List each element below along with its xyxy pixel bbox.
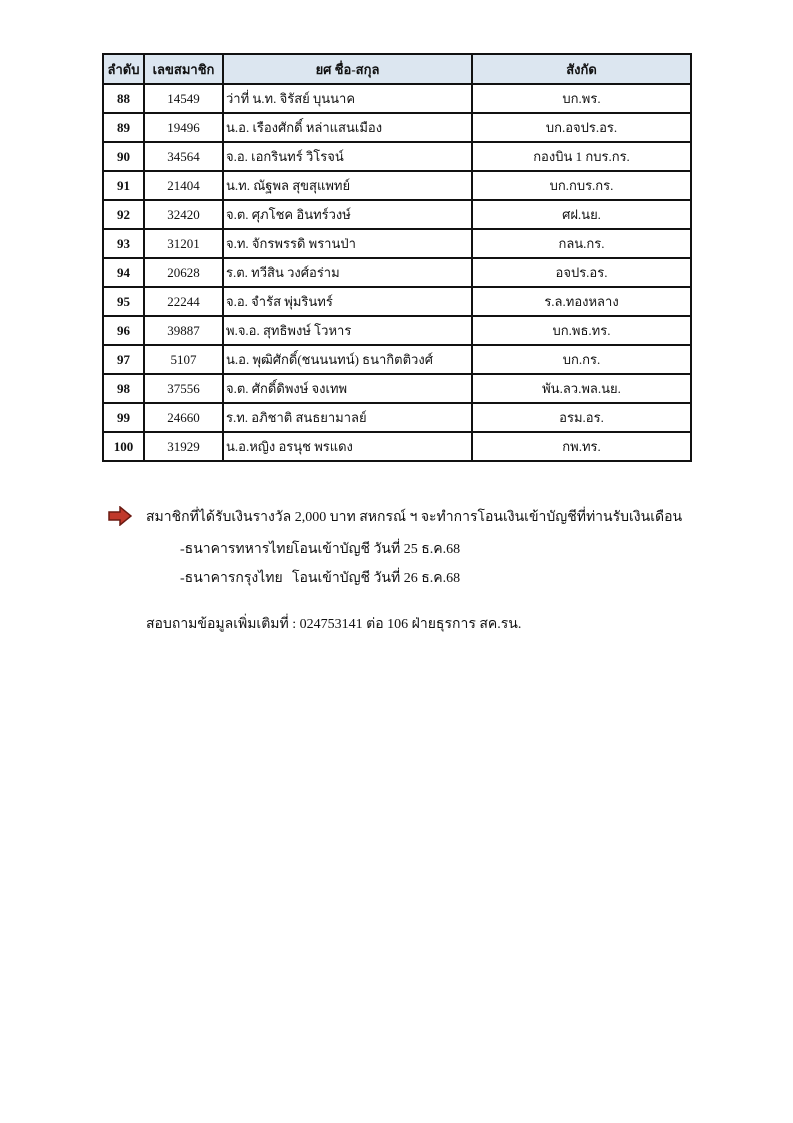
- table-row: [103, 374, 691, 403]
- table-row: [103, 345, 691, 374]
- cell-no: 94: [103, 258, 144, 287]
- cell-rank-name: จ.ต. ศักดิ์ดิพงษ์ จงเทพ: [223, 374, 472, 403]
- cell-no: 96: [103, 316, 144, 345]
- cell-member-id: 5107: [144, 345, 223, 374]
- cell-member-id: 22244: [144, 287, 223, 316]
- cell-member-id: 39887: [144, 316, 223, 345]
- table-row: [103, 171, 691, 200]
- header-rank-name: ยศ ชื่อ-สกุล: [223, 54, 472, 84]
- cell-unit: กองบิน 1 กบร.กร.: [472, 142, 691, 171]
- bank-line: [180, 567, 460, 589]
- table-row: [103, 403, 691, 432]
- cell-unit: ร.ล.ทองหลาง: [472, 287, 691, 316]
- table-row: [103, 316, 691, 345]
- cell-member-id: 31929: [144, 432, 223, 461]
- header-member-id: เลขสมาชิก: [144, 54, 223, 84]
- table-row: [103, 113, 691, 142]
- cell-unit: อรม.อร.: [472, 403, 691, 432]
- table-row: [103, 84, 691, 113]
- bank-name: -ธนาคารกรุงไทย: [180, 571, 283, 586]
- cell-member-id: 37556: [144, 374, 223, 403]
- bank-line: [180, 538, 460, 560]
- table-row: [103, 432, 691, 461]
- cell-unit: พัน.ลว.พล.นย.: [472, 374, 691, 403]
- cell-no: 98: [103, 374, 144, 403]
- cell-unit: บก.กร.: [472, 345, 691, 374]
- cell-unit: กลน.กร.: [472, 229, 691, 258]
- table-row: [103, 258, 691, 287]
- cell-no: 90: [103, 142, 144, 171]
- cell-unit: บก.อจปร.อร.: [472, 113, 691, 142]
- cell-unit: บก.กบร.กร.: [472, 171, 691, 200]
- cell-member-id: 14549: [144, 84, 223, 113]
- cell-unit: บก.พธ.ทร.: [472, 316, 691, 345]
- cell-rank-name: น.ท. ณัฐพล สุขสุแพทย์: [223, 171, 472, 200]
- cell-member-id: 32420: [144, 200, 223, 229]
- cell-unit: บก.พร.: [472, 84, 691, 113]
- cell-rank-name: พ.จ.อ. สุทธิพงษ์ โวหาร: [223, 316, 472, 345]
- header-no: ลำดับ: [103, 54, 144, 84]
- cell-no: 97: [103, 345, 144, 374]
- cell-rank-name: ร.ต. ทวีสิน วงศ์อร่าม: [223, 258, 472, 287]
- cell-unit: กพ.ทร.: [472, 432, 691, 461]
- cell-rank-name: จ.อ. จำรัส พุ่มรินทร์: [223, 287, 472, 316]
- cell-member-id: 34564: [144, 142, 223, 171]
- table-row: [103, 142, 691, 171]
- cell-unit: ศฝ.นย.: [472, 200, 691, 229]
- table-row: [103, 200, 691, 229]
- cell-member-id: 21404: [144, 171, 223, 200]
- cell-rank-name: จ.ท. จักรพรรดิ พรานป่า: [223, 229, 472, 258]
- cell-member-id: 19496: [144, 113, 223, 142]
- cell-rank-name: น.อ.หญิง อรนุช พรแดง: [223, 432, 472, 461]
- bank-name: -ธนาคารทหารไทย: [180, 542, 294, 557]
- cell-rank-name: จ.อ. เอกรินทร์ วิโรจน์: [223, 142, 472, 171]
- cell-no: 93: [103, 229, 144, 258]
- bank-transfer-detail: โอนเข้าบัญชี วันที่ 26 ธ.ค.68: [292, 571, 461, 586]
- bank-transfer-detail: โอนเข้าบัญชี วันที่ 25 ธ.ค.68: [292, 542, 461, 557]
- table-row: [103, 287, 691, 316]
- cell-no: 89: [103, 113, 144, 142]
- cell-rank-name: น.อ. พุฒิศักดิ์(ชนนนทน์) ธนากิตติวงศ์: [223, 345, 472, 374]
- right-arrow-icon: [108, 506, 132, 526]
- reward-note: สมาชิกที่ได้รับเงินรางวัล 2,000 บาท สหกรณ์ ฯ จะทำการโอนเงินเข้าบัญชีที่ท่านรับเงินเดือน: [146, 510, 683, 525]
- cell-rank-name: ร.ท. อภิชาติ สนธยามาลย์: [223, 403, 472, 432]
- cell-member-id: 24660: [144, 403, 223, 432]
- winners-table: [102, 53, 692, 462]
- table-header-row: [103, 54, 691, 84]
- table-row: [103, 229, 691, 258]
- contact-info: สอบถามข้อมูลเพิ่มเติมที่ : 024753141 ต่อ 106 ฝ่ายธุรการ สค.รน.: [146, 617, 522, 632]
- header-unit: สังกัด: [472, 54, 691, 84]
- cell-member-id: 31201: [144, 229, 223, 258]
- cell-unit: อจปร.อร.: [472, 258, 691, 287]
- cell-rank-name: น.อ. เรืองศักดิ์ หล่าแสนเมือง: [223, 113, 472, 142]
- cell-no: 99: [103, 403, 144, 432]
- cell-no: 92: [103, 200, 144, 229]
- cell-member-id: 20628: [144, 258, 223, 287]
- cell-no: 91: [103, 171, 144, 200]
- cell-no: 88: [103, 84, 144, 113]
- cell-rank-name: จ.ต. ศุภโชค อินทร์วงษ์: [223, 200, 472, 229]
- cell-no: 100: [103, 432, 144, 461]
- cell-no: 95: [103, 287, 144, 316]
- cell-rank-name: ว่าที่ น.ท. จิรัสย์ บุนนาค: [223, 84, 472, 113]
